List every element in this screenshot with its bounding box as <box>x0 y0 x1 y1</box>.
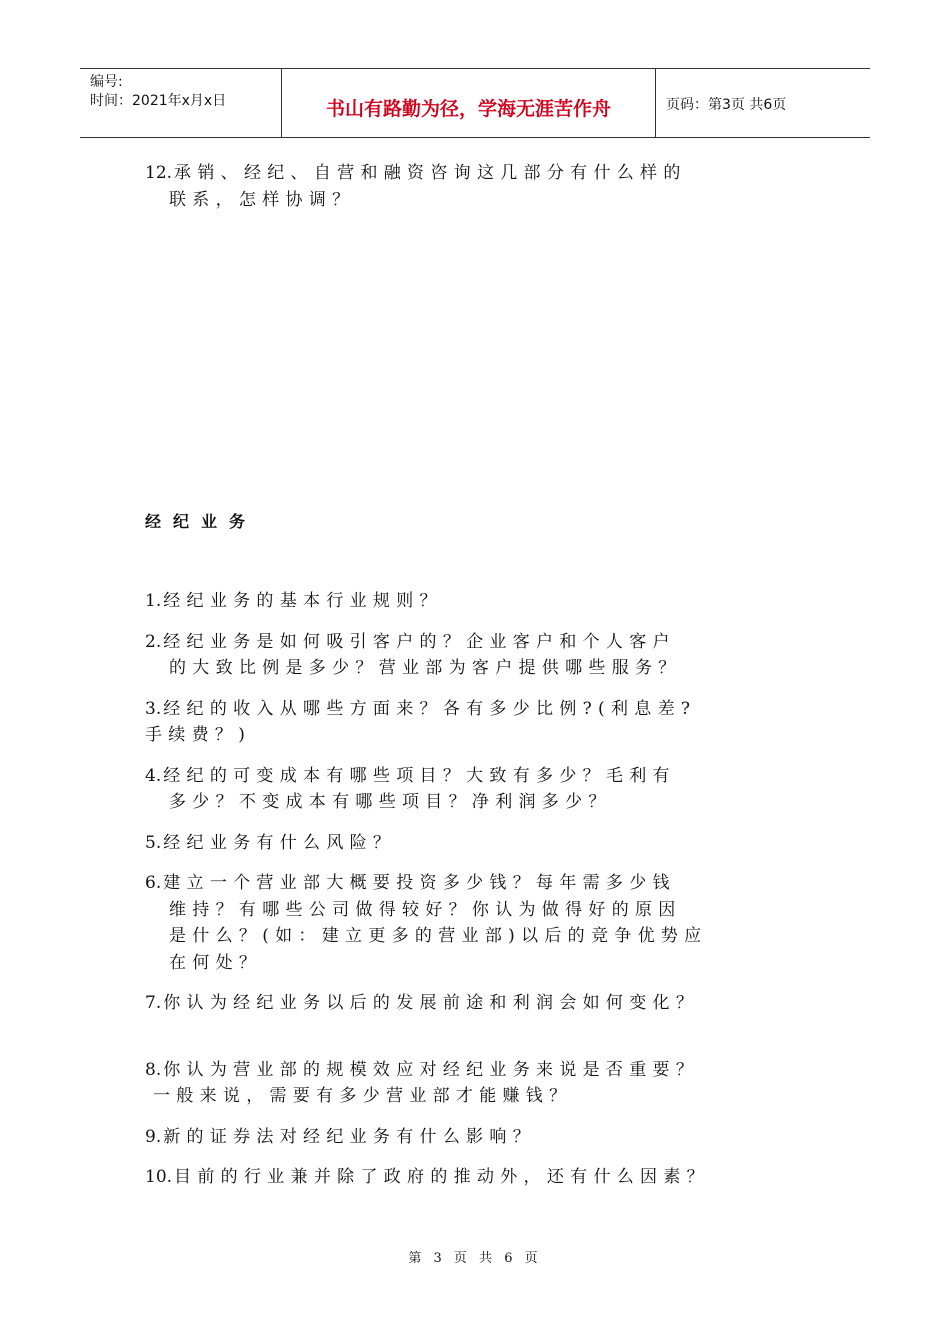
time-label: 时间：2021年x月x日 <box>90 93 227 109</box>
question-number: 4. <box>145 765 162 786</box>
question-number: 10. <box>145 1167 173 1187</box>
question-number: 3. <box>145 698 162 719</box>
question-number: 7. <box>145 993 162 1013</box>
question-7 <box>145 990 810 1017</box>
question-text: 目前的行业兼并除了政府的推动外，还有什么因素？ <box>174 1167 710 1187</box>
question-text: 经纪业务有什么风险？ <box>163 832 397 853</box>
question-2 <box>145 629 810 682</box>
question-text-cont: 一般来说，需要有多少营业部才能赚钱？ <box>153 1086 573 1106</box>
header-motto: 书山有路勤为径，学海无涯苦作舟 <box>282 69 656 137</box>
page-header <box>80 68 870 138</box>
question-8 <box>145 1057 810 1110</box>
question-text-cont: 在何处？ <box>169 952 263 973</box>
question-text: 经纪的可变成本有哪些项目？大致有多少？毛利有 <box>163 765 676 786</box>
question-1 <box>145 588 810 615</box>
question-9 <box>145 1124 810 1151</box>
question-number: 1. <box>145 591 162 611</box>
question-text-cont: 的大致比例是多少？营业部为客户提供哪些服务？ <box>169 658 682 678</box>
question-text: 经纪业务是如何吸引客户的？企业客户和个人客户 <box>163 631 676 652</box>
question-text-cont: 多少？不变成本有哪些项目？净利润多少？ <box>169 792 612 812</box>
question-text: 新的证券法对经纪业务有什么影响？ <box>163 1126 537 1147</box>
question-number: 12. <box>145 163 173 183</box>
question-12 <box>145 160 810 213</box>
question-text: 建立一个营业部大概要投资多少钱？每年需多少钱 <box>163 873 676 893</box>
header-meta <box>80 69 282 137</box>
question-text-cont: 联系，怎样协调？ <box>169 189 356 210</box>
document-body <box>145 160 810 1191</box>
question-text: 你认为经纪业务以后的发展前途和利润会如何变化？ <box>163 993 700 1013</box>
question-number: 9. <box>145 1126 162 1147</box>
question-number: 5. <box>145 832 162 853</box>
section-title: 经纪业务 <box>145 512 258 531</box>
question-text: 经纪的收入从哪些方面来？各有多少比例?(利息差? <box>163 698 697 719</box>
question-3 <box>145 696 810 749</box>
question-6 <box>145 870 810 976</box>
code-label: 编号: <box>90 74 123 90</box>
question-text-cont: 是什么？(如：建立更多的营业部)以后的竞争优势应 <box>169 926 708 946</box>
question-10 <box>145 1164 810 1191</box>
question-text-cont: 维持？有哪些公司做得较好？你认为做得好的原因 <box>169 899 682 920</box>
question-4 <box>145 763 810 816</box>
question-number: 6. <box>145 873 162 893</box>
question-text: 你认为营业部的规模效应对经纪业务来说是否重要？ <box>163 1059 700 1080</box>
header-page-info: 页码：第3页 共6页 <box>666 97 787 113</box>
question-text: 经纪业务的基本行业规则？ <box>163 591 443 611</box>
page-footer: 第 3 页 共 6 页 <box>408 1251 542 1266</box>
question-number: 8. <box>145 1059 162 1080</box>
question-5 <box>145 830 810 857</box>
question-text: 承销、经纪、自营和融资咨询这几部分有什么样的 <box>174 163 687 183</box>
question-text-cont: 手续费？) <box>145 725 252 745</box>
question-number: 2. <box>145 631 162 652</box>
